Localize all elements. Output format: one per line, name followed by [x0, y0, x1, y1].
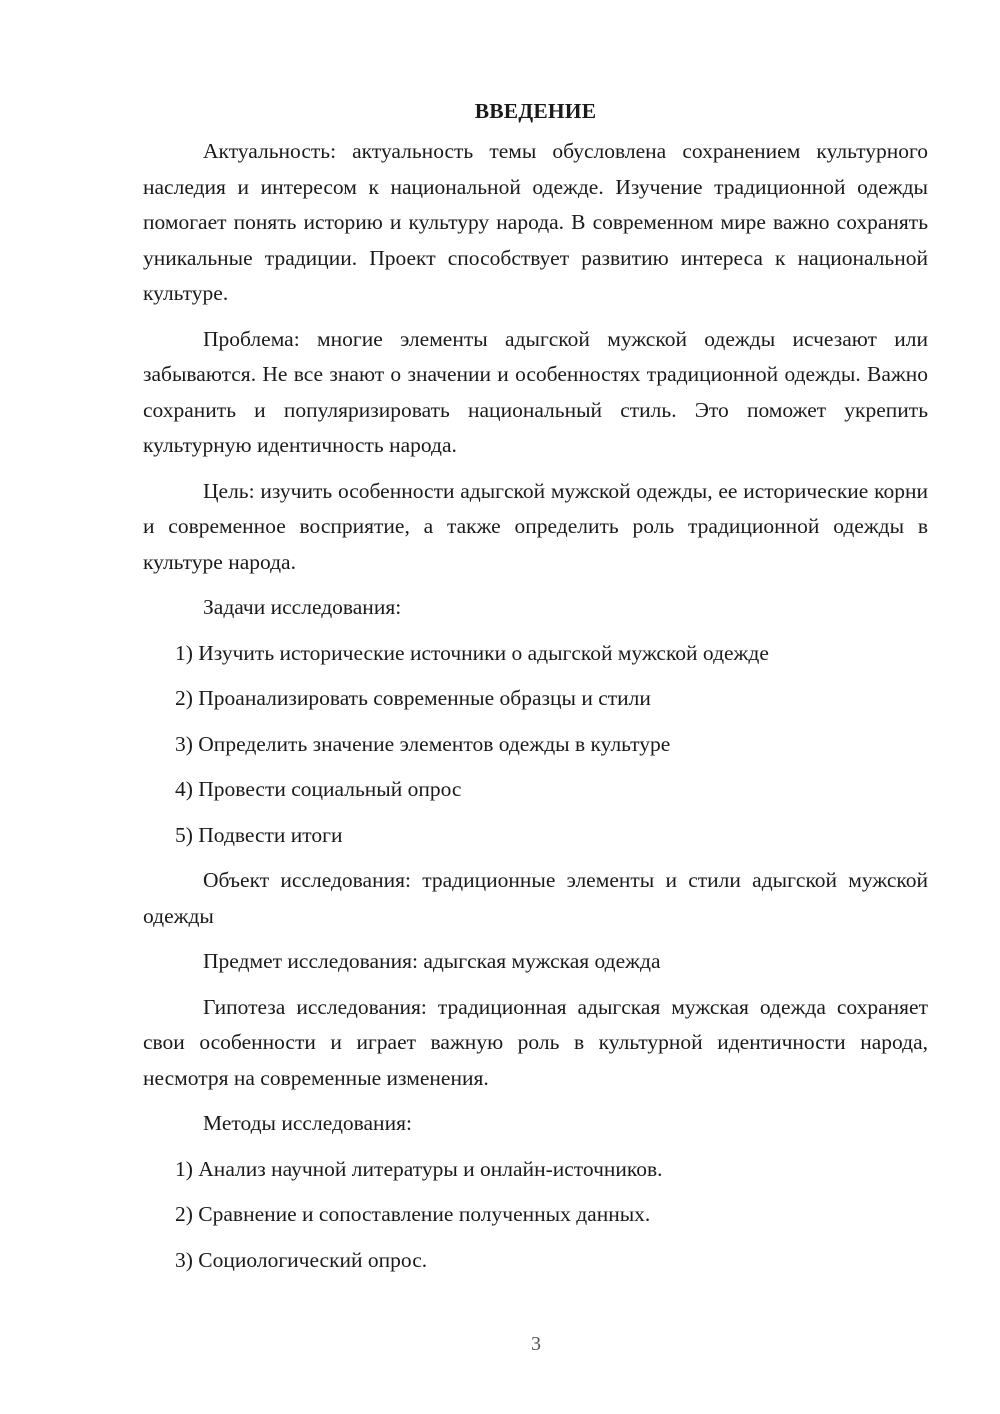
document-page: [143, 96, 928, 1288]
methods-heading: Методы исследования:: [203, 1111, 412, 1135]
list-item: 5) Подвести итоги: [175, 822, 343, 847]
tasks-heading: Задачи исследования:: [203, 595, 402, 619]
list-item: 3) Определить значение элементов одежды в культуре: [175, 731, 671, 756]
list-item: 1) Изучить исторические источники о адыгской мужской одежде: [175, 640, 769, 665]
object-paragraph: Объект исследования: традиционные элементы и стили адыгской мужской одежды: [143, 868, 928, 928]
list-item: 4) Провести социальный опрос: [175, 777, 462, 801]
section-heading: ВВЕДЕНИЕ: [474, 99, 597, 123]
page-number: 3: [531, 1333, 541, 1355]
tasks-list: [143, 636, 928, 854]
problem-paragraph: Проблема: многие элементы адыгской мужской одежды исчезают или забываются. Не все знают о значении и особенностях традиционной одежды. Важно сохранить и популяризировать национальный стиль. Это поможет укрепить культурную идентичность народа.: [143, 326, 928, 457]
goal-paragraph: Цель: изучить особенности адыгской мужской одежды, ее исторические корни и современное восприятие, а также определить роль традиционной одежды в культуре народа.: [143, 478, 928, 574]
subject-paragraph: Предмет исследования: адыгская мужская одежда: [203, 949, 661, 973]
relevance-paragraph: Актуальность: актуальность темы обусловлена сохранением культурного наследия и интересом к национальной одежде. Изучение традиционной одежды помогает понять историю и культуру народа. В современном мире важно сохранять уникальные традиции. Проект способствует развитию интереса к национальной культуре.: [143, 139, 928, 305]
hypothesis-paragraph: Гипотеза исследования: традиционная адыгская мужская одежда сохраняет свои особенности и играет важную роль в культурной идентичности народа, несмотря на современные изменения.: [143, 994, 928, 1090]
list-item: 3) Социологический опрос.: [175, 1247, 428, 1272]
list-item: 1) Анализ научной литературы и онлайн-источников.: [175, 1156, 663, 1181]
list-item: 2) Сравнение и сопоставление полученных данных.: [175, 1202, 651, 1226]
list-item: 2) Проанализировать современные образцы и стили: [175, 686, 651, 710]
methods-list: [143, 1152, 928, 1279]
